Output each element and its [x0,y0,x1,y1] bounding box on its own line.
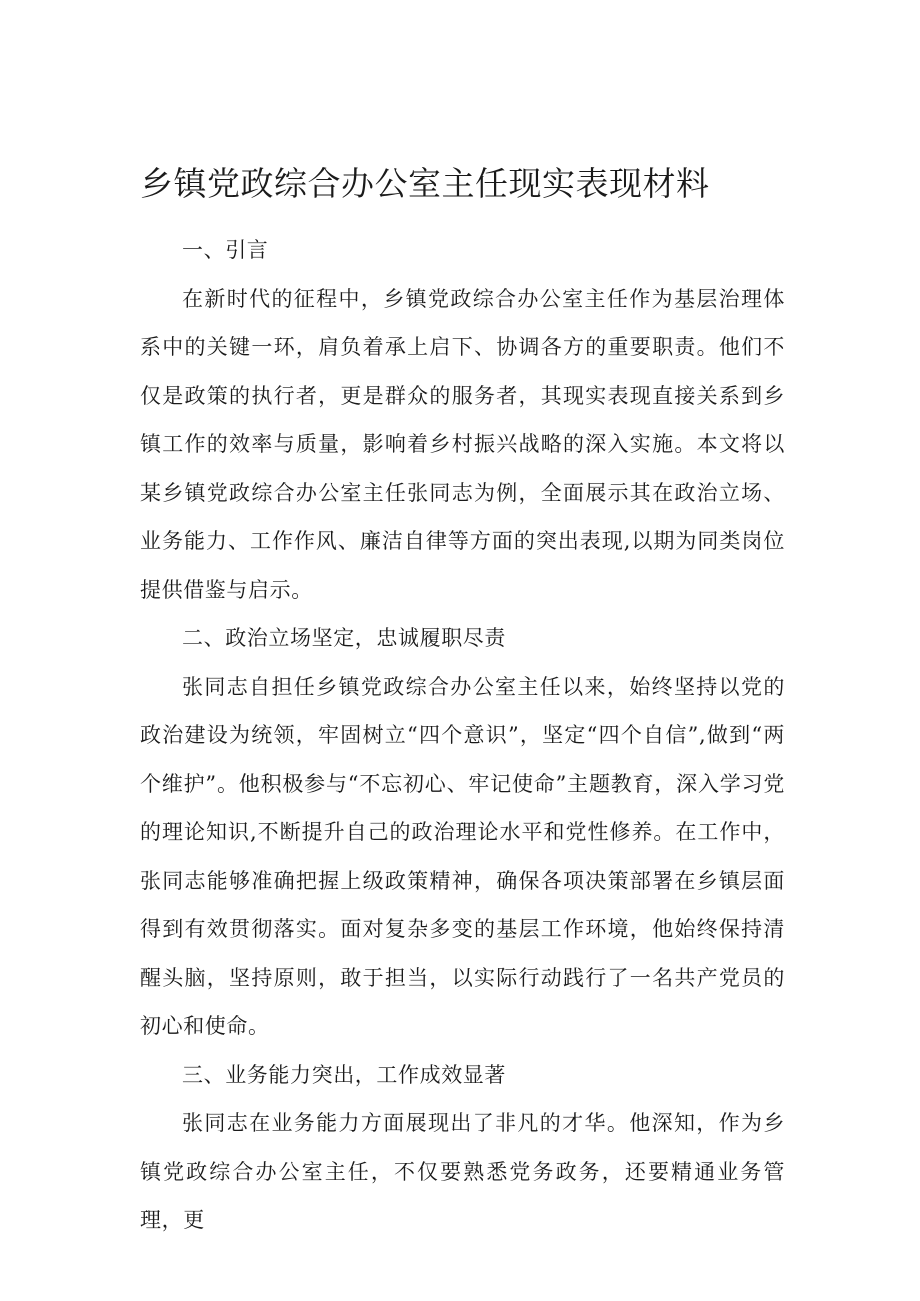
paragraph-political-stance: 张同志自担任乡镇党政综合办公室主任以来，始终坚持以党的政治建设为统领，牢固树立“四个意识”，坚定“四个自信”,做到“两个维护”。他积极参与“不忘初心、牢记使命”主题教育，深入学习党的理论知识,不断提升自己的政治理论水平和党性修养。在工作中，张同志能够准确把握上级政策精神，确保各项决策部署在乡镇层面得到有效贯彻落实。面对复杂多变的基层工作环境，他始终保持清醒头脑，坚持原则，敢于担当，以实际行动践行了一名共产党员的初心和使命。 [140,674,785,1038]
section-heading-introduction: 一、引言 [182,238,269,262]
document-title: 乡镇党政综合办公室主任现实表现材料 [140,164,710,203]
section-heading-business-ability: 三、业务能力突出，工作成效显著 [182,1062,506,1087]
document-body [140,158,785,1245]
section-heading-political-stance: 二、政治立场坚定，忠诚履职尽责 [182,626,506,650]
paragraph-business-ability: 张同志在业务能力方面展现出了非凡的才华。他深知，作为乡镇党政综合办公室主任，不仅要熟悉党务政务，还要精通业务管理，更 [140,1111,785,1232]
paragraph-introduction: 在新时代的征程中，乡镇党政综合办公室主任作为基层治理体系中的关键一环，肩负着承上启下、协调各方的重要职责。他们不仅是政策的执行者，更是群众的服务者，其现实表现直接关系到乡镇工作的效率与质量，影响着乡村振兴战略的深入实施。本文将以某乡镇党政综合办公室主任张同志为例，全面展示其在政治立场、业务能力、工作作风、廉洁自律等方面的突出表现,以期为同类岗位提供借鉴与启示。 [140,286,785,602]
